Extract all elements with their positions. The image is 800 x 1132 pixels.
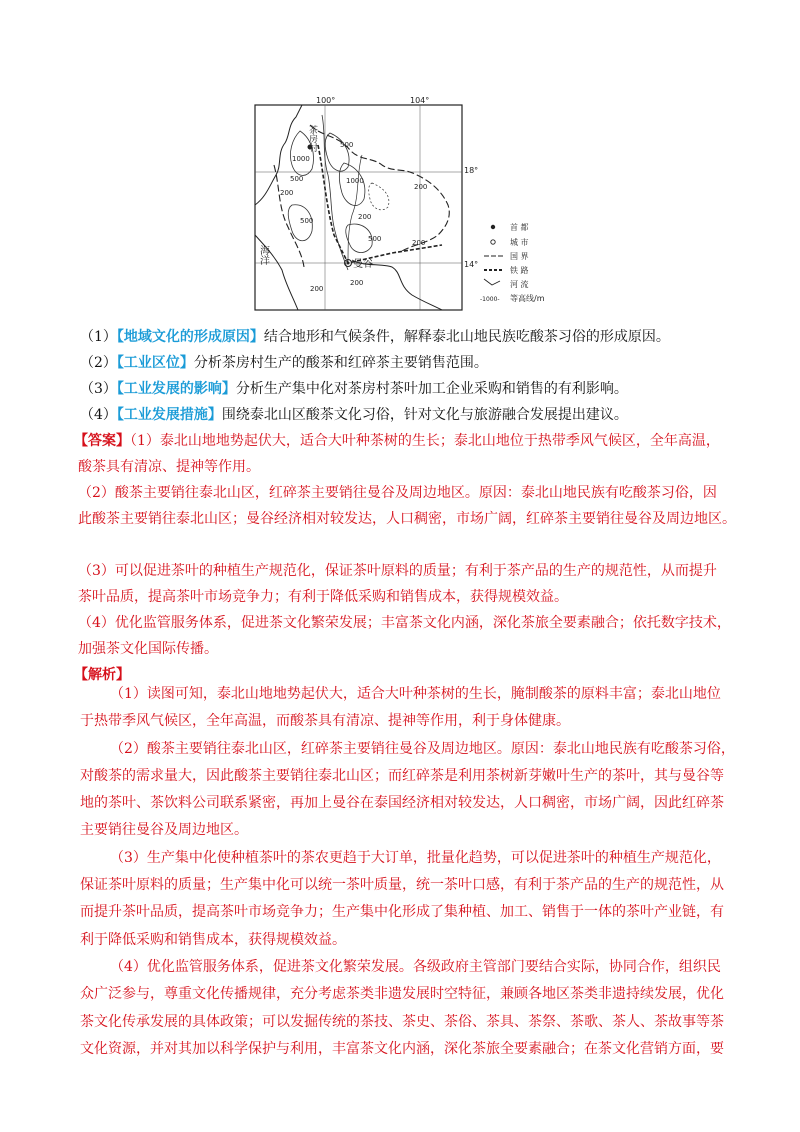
- contour-label: 200: [358, 213, 372, 221]
- question-tag: 【工业区位】: [116, 355, 194, 371]
- svg-text:-1000-: -1000-: [480, 296, 500, 303]
- map-figure: [252, 95, 552, 315]
- question-item: （2）【工业区位】分析茶房村生产的酸茶和红碎茶主要销售范围。: [80, 355, 488, 371]
- lon-label-100: 100°: [316, 96, 336, 105]
- lon-label-104: 104°: [410, 96, 430, 105]
- contour-label: 1000: [292, 155, 310, 163]
- answer-4: （4）优化监管服务体系，促进茶文化繁荣发展；丰富茶文化内涵，深化茶旅全要素融合；依托数字技术，: [78, 615, 731, 631]
- analysis-section: （1）读图可知，泰北山地地势起伏大，适合大叶种茶树的生长，腌制酸茶的原料丰富；泰北山地位 于热带季风气候区，全年高温，而酸茶具有清凉、提神等作用，利于身体健康。 （2）酸茶主要销往泰北山区，红碎茶主要销往曼谷及周边地区。原因：泰北山地民族有吃酸茶习俗， 对酸茶的需求量大，因此酸茶主要销往泰北山区；而红碎茶是利用茶树新芽嫩叶生产的茶叶，其与曼谷等 地的茶叶、茶饮料公司联系紧密，再加上曼谷在泰国经济相对较发达，人口稠密，市场广阔，因此红碎茶 主要销往曼谷及周边地区。 （3）生产集中化使种植茶叶的茶农更趋于大订单，批量化趋势，可以促进茶叶的种植生产规范化， 保证茶叶原料的质量；生产集中化可以统一茶叶质量，统一茶叶口感，有利于茶产品的生产的规范性，从 而提升茶叶品质，提高茶叶市场竞争力；生产集中化形成了集种植、加工、销售于一体的茶叶产业链，有 利于降低采购和销售成本，获得规模效益。 （4）优化监管服务体系，促进茶文化繁荣发展。各级政府主管部门要结合实际，协同合作，组织民 众广泛参与，尊重文化传播规律，充分考虑茶类非遗发展时空特征，兼顾各地区茶类非遗持续发展，优化 茶文化传承发展的具体政策；可以发掘传统的茶技、茶史、茶俗、茶具、茶祭、茶歌、茶人、茶故事等茶 文化资源，并对其加以科学保护与利用，丰富茶文化内涵，深化茶旅全要素融合；在茶文化营销方面，要: [80, 681, 736, 1063]
- contour-label: 200: [412, 239, 426, 247]
- question-tag: 【工业发展的影响】: [116, 381, 236, 397]
- sea-label: 海洋: [257, 245, 269, 265]
- svg-text:等高线/m: 等高线/m: [510, 294, 545, 303]
- question-item: （4）【工业发展措施】围绕泰北山区酸茶文化习俗，针对文化与旅游融合发展提出建议。: [80, 407, 628, 423]
- contour-label: 500: [290, 175, 304, 183]
- question-tag: 【地域文化的形成原因】: [116, 329, 264, 345]
- answer-1: 【答案】（1）泰北山地地势起伏大，适合大叶种茶树的生长；泰北山地位于热带季风气候区，全年高温，: [74, 433, 720, 449]
- contour-label: 200: [350, 279, 364, 287]
- svg-text:首 都: 首 都: [510, 223, 529, 232]
- contour-label: 500: [300, 217, 314, 225]
- contour-label: 200: [414, 183, 428, 191]
- answer-3: （3）可以促进茶叶的种植生产规范化，保证茶叶原料的质量；有利于茶产品的生产的规范性，从而提升: [78, 563, 717, 579]
- analysis-paragraph-2: （2）酸茶主要销往泰北山区，红碎茶主要销往曼谷及周边地区。原因：泰北山地民族有吃酸茶习俗，: [110, 740, 735, 757]
- thailand-topo-map: [252, 95, 552, 315]
- svg-text:城 市: 城 市: [510, 238, 529, 247]
- map-legend: [480, 222, 545, 303]
- contour-label: 500: [340, 141, 354, 149]
- answer-section: 【答案】（1）泰北山地地势起伏大，适合大叶种茶树的生长；泰北山地位于热带季风气候区，全年高温， 酸茶具有清凉、提神等作用。 （2）酸茶主要销往泰北山区，红碎茶主要销往曼谷及周边地区。原因：泰北山地民族有吃酸茶习俗，因 此酸茶主要销往泰北山区；曼谷经济相对较发达，人口稠密，市场广阔，红碎茶主要销往曼谷及周边地区。 （3）可以促进茶叶的种植生产规范化，保证茶叶原料的质量；有利于茶产品的生产的规范性，从而提升 茶叶品质，提高茶叶市场竞争力；有利于降低采购和销售成本，获得规模效益。 （4）优化监管服务体系，促进茶文化繁荣发展；丰富茶文化内涵，深化茶旅全要素融合；依托数字技术， 加强茶文化国际传播。: [74, 428, 730, 662]
- lat-label-18: 18°: [464, 166, 479, 175]
- answer-2: （2）酸茶主要销往泰北山区，红碎茶主要销往曼谷及周边地区。原因：泰北山地民族有吃酸茶习俗，因: [78, 485, 717, 501]
- city-label: 曼谷: [353, 259, 373, 270]
- analysis-paragraph-1: （1）读图可知，泰北山地地势起伏大，适合大叶种茶树的生长，腌制酸茶的原料丰富；泰北山地位: [110, 686, 721, 702]
- village-label: 茶房村: [307, 125, 317, 152]
- analysis-paragraph-3: （3）生产集中化使种植茶叶的茶农更趋于大订单，批量化趋势，可以促进茶叶的种植生产规范化，: [110, 849, 721, 866]
- question-tag: 【工业发展措施】: [116, 407, 222, 423]
- analysis-paragraph-4: （4）优化监管服务体系，促进茶文化繁荣发展。各级政府主管部门要结合实际，协同合作，组织民: [110, 958, 721, 975]
- svg-text:国 界: 国 界: [510, 252, 529, 261]
- svg-text:河 流: 河 流: [510, 280, 529, 289]
- lat-label-14: 14°: [464, 260, 479, 269]
- analysis-label: 【解析】: [74, 667, 130, 683]
- svg-text:铁 路: 铁 路: [510, 266, 529, 275]
- contour-label: 200: [310, 285, 324, 293]
- question-item: （1）【地域文化的形成原因】结合地形和气候条件，解释泰北山地民族吃酸茶习俗的形成原因。: [80, 329, 670, 345]
- contour-label: 1000: [346, 177, 364, 185]
- question-item: （3）【工业发展的影响】分析生产集中化对茶房村茶叶加工企业采购和销售的有利影响。: [80, 381, 628, 397]
- question-list: [80, 324, 736, 428]
- answer-label: 【答案】: [74, 433, 130, 449]
- contour-label: 200: [280, 189, 294, 197]
- contour-label: 500: [368, 235, 382, 243]
